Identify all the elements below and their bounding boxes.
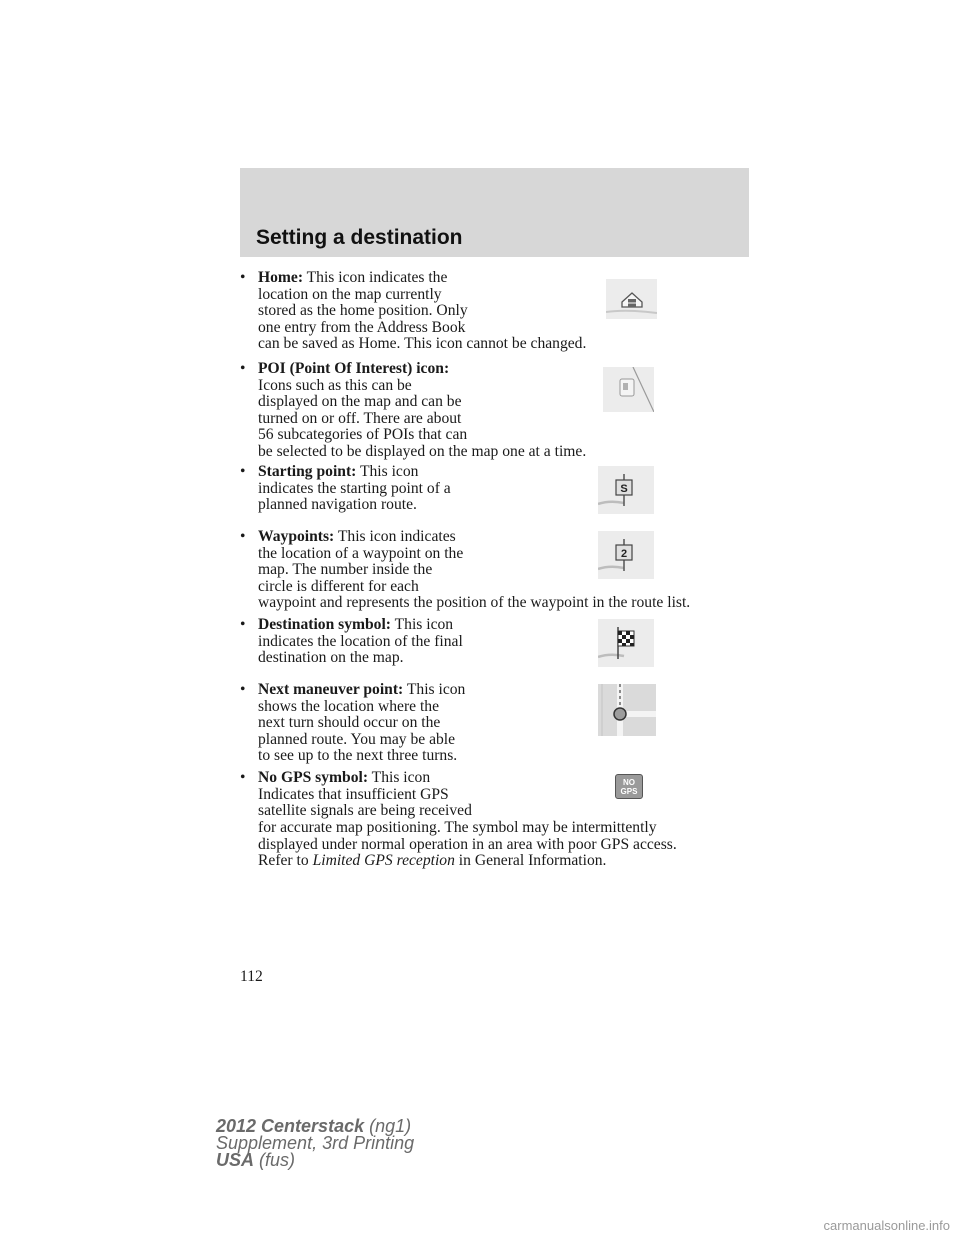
bullet: • xyxy=(240,360,246,377)
term-poi: POI (Point Of Interest) icon: xyxy=(258,360,450,377)
list-item-poi: • POI (Point Of Interest) icon: Icons such as this can be displayed on the map and can be turned on or off. There are about 56 subcategories of POIs that can xyxy=(240,360,468,443)
home-map-icon xyxy=(606,279,657,319)
bullet: • xyxy=(240,681,246,698)
term-destination: Destination symbol: xyxy=(258,616,391,633)
svg-text:2: 2 xyxy=(620,548,628,560)
list-item-poi-continued: be selected to be displayed on the map one at a time. xyxy=(258,443,587,460)
svg-text:GPS: GPS xyxy=(620,787,638,796)
poi-map-icon xyxy=(603,367,654,412)
list-item-home-continued: can be saved as Home. This icon cannot be changed. xyxy=(258,335,587,352)
svg-text:NO: NO xyxy=(623,778,635,787)
term-next-maneuver: Next maneuver point: xyxy=(258,681,404,698)
no-gps-icon xyxy=(615,774,643,799)
start-flag-icon xyxy=(598,466,654,514)
waypoint-flag-icon xyxy=(598,531,654,579)
bullet: • xyxy=(240,463,246,480)
term-waypoints: Waypoints: xyxy=(258,528,335,545)
bullet: • xyxy=(240,616,246,633)
cross-reference: Limited GPS reception xyxy=(312,852,455,869)
document-footer: 2012 Centerstack (ng1) Supplement, 3rd Printing USA (fus) xyxy=(216,1116,415,1170)
page-number: 112 xyxy=(240,968,263,985)
bullet: • xyxy=(240,528,246,545)
list-item-no-gps: • No GPS symbol: This icon Indicates that insufficient GPS satellite signals are being received xyxy=(240,769,472,819)
bullet: • xyxy=(240,269,246,286)
list-item-no-gps-continued: for accurate map positioning. The symbol may be intermittently displayed under normal operation in an area with poor GPS access. Refer to Limited GPS reception in General Information. xyxy=(258,819,677,869)
checkered-flag-icon xyxy=(598,619,654,667)
watermark: carmanualsonline.info xyxy=(823,1218,950,1233)
bullet: • xyxy=(240,769,246,786)
list-item-next-maneuver: • Next maneuver point: This icon shows the location where the next turn should occur on the planned route. You may be able to see up to the next three turns. xyxy=(240,681,466,764)
list-item-waypoints-continued: waypoint and represents the position of the waypoint in the route list. xyxy=(258,594,691,611)
list-item-home: • Home: This icon indicates the location on the map currently stored as the home position. Only one entry from the Address Book xyxy=(240,269,468,336)
list-item-waypoints: • Waypoints: This icon indicates the location of a waypoint on the map. The number inside the circle is different for each xyxy=(240,528,464,595)
section-header-band xyxy=(240,168,749,257)
term-home: Home: xyxy=(258,269,304,286)
term-starting-point: Starting point: xyxy=(258,463,357,480)
page-title: Setting a destination xyxy=(256,226,463,249)
term-no-gps: No GPS symbol: xyxy=(258,769,369,786)
svg-text:S: S xyxy=(620,483,628,495)
maneuver-point-icon xyxy=(598,684,656,736)
list-item-starting-point: • Starting point: This icon indicates the starting point of a planned navigation route. xyxy=(240,463,451,513)
list-item-destination: • Destination symbol: This icon indicates the location of the final destination on the map. xyxy=(240,616,463,666)
